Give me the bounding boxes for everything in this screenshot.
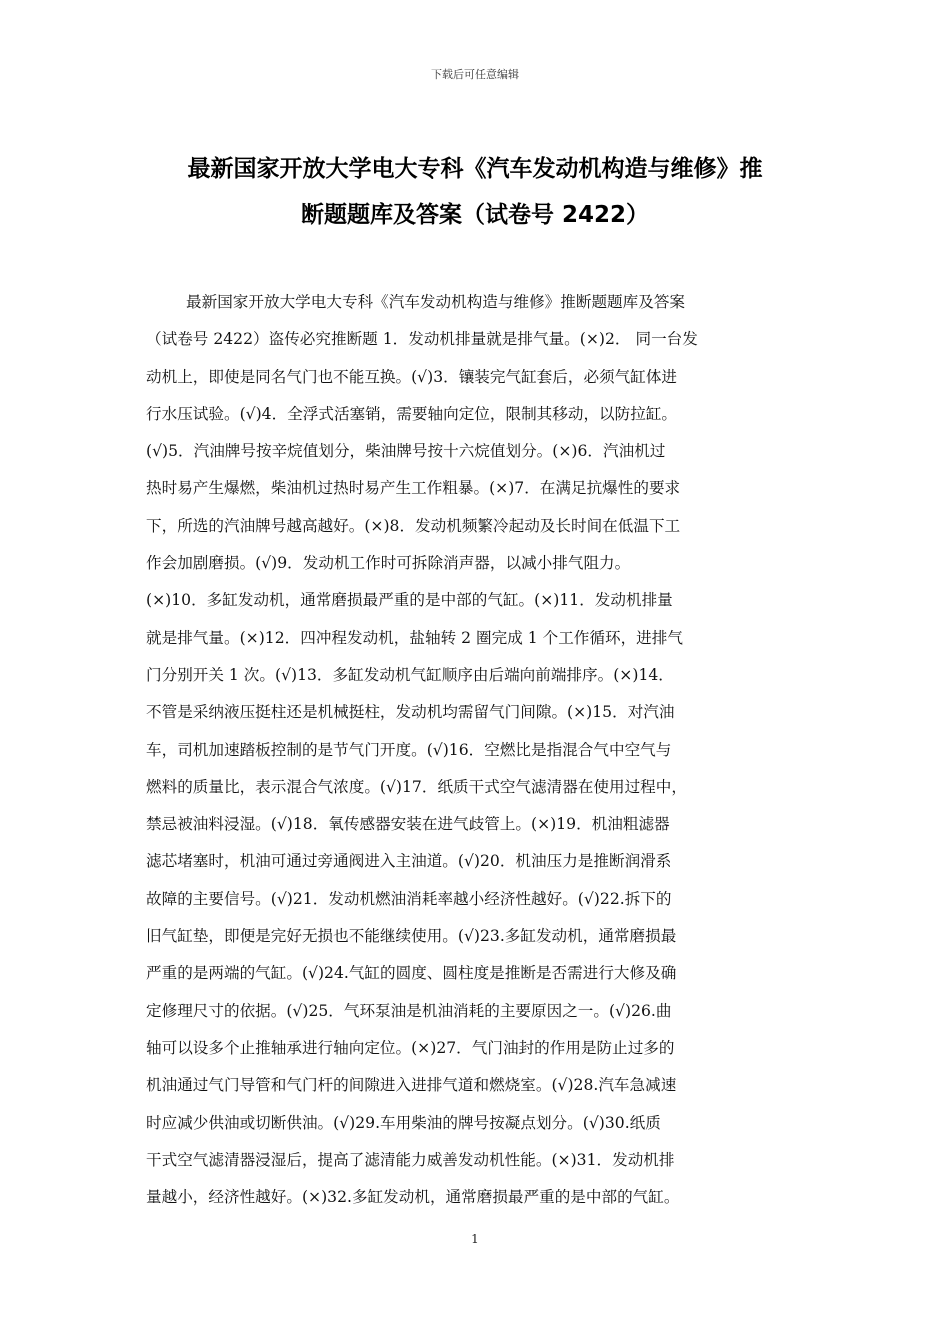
body-line: 行水压试验。(√)4．全浮式活塞销，需要轴向定位，限制其移动，以防拉缸。 <box>146 404 678 423</box>
body-line: (×)10．多缸发动机，通常磨损最严重的是中部的气缸。(×)11．发动机排量 <box>146 591 673 610</box>
body-line: 下，所选的汽油牌号越高越好。(×)8．发动机频繁冷起动及长时间在低温下工 <box>146 516 681 535</box>
body-line: 作会加剧磨损。(√)9．发动机工作时可拆除消声器，以减小排气阻力。 <box>146 554 631 573</box>
body-line: 禁忌被油料浸湿。(√)18．氧传感器安装在进气歧管上。(×)19．机油粗滤器 <box>146 815 670 834</box>
body-line: 机油通过气门导管和气门杆的间隙进入进排气道和燃烧室。(√)28.汽车急减速 <box>146 1076 677 1095</box>
body-line: 车，司机加速踏板控制的是节气门开度。(√)16．空燃比是指混合气中空气与 <box>146 740 672 759</box>
body-line: 燃料的质量比，表示混合气浓度。(√)17．纸质干式空气滤清器在使用过程中， <box>146 777 687 796</box>
header-note: 下载后可任意编辑 <box>431 68 519 81</box>
body-line: 不管是采纳液压挺柱还是机械挺柱，发动机均需留气门间隙。(×)15．对汽油 <box>146 703 675 722</box>
body-line: 热时易产生爆燃，柴油机过热时易产生工作粗暴。(×)7．在满足抗爆性的要求 <box>146 479 681 498</box>
body-line: 严重的是两端的气缸。(√)24.气缸的圆度、圆柱度是推断是否需进行大修及确 <box>146 964 677 983</box>
body-line: 故障的主要信号。(√)21．发动机燃油消耗率越小经济性越好。(√)22.拆下的 <box>146 889 672 908</box>
body-line: 定修理尺寸的依据。(√)25．气环泵油是机油消耗的主要原因之一。(√)26.曲 <box>146 1001 672 1020</box>
body-line: 干式空气滤清器浸湿后，提高了滤清能力威善发动机性能。(×)31．发动机排 <box>146 1150 675 1169</box>
body-line: 最新国家开放大学电大专科《汽车发动机构造与维修》推断题题库及答案 <box>186 293 686 311</box>
page-number: 1 <box>471 1232 479 1246</box>
body-line: 时应减少供油或切断供油。(√)29.车用柴油的牌号按凝点划分。(√)30.纸质 <box>146 1113 661 1132</box>
body-line: 门分别开关 1 次。(√)13．多缸发动机气缸顺序由后端向前端排序。(×)14． <box>146 665 674 684</box>
document-title <box>145 146 805 238</box>
body-line: 滤芯堵塞时，机油可通过旁通阀进入主油道。(√)20．机油压力是推断润滑系 <box>146 852 672 871</box>
body-line: 就是排气量。(×)12．四冲程发动机，盐轴转 2 圈完成 1 个工作循环，进排气 <box>146 628 683 647</box>
body-line: （试卷号 2422）盗传必究推断题 1．发动机排量就是排气量。(×)2． 同一台发 <box>146 330 698 349</box>
body-line: 动机上，即使是同名气门也不能互换。(√)3．镶装完气缸套后，必须气缸体进 <box>146 367 678 386</box>
title-line: 断题题库及答案（试卷号 2422） <box>300 202 650 228</box>
body-line: 轴可以设多个止推轴承进行轴向定位。(×)27．气门油封的作用是防止过多的 <box>146 1038 675 1057</box>
title-line: 最新国家开放大学电大专科《汽车发动机构造与维修》推 <box>187 156 763 182</box>
body-line: (√)5．汽油牌号按辛烷值划分，柴油牌号按十六烷值划分。(×)6．汽油机过 <box>146 442 666 461</box>
body-line: 量越小，经济性越好。(×)32.多缸发动机，通常磨损最严重的是中部的气缸。 <box>146 1188 680 1207</box>
body-paragraph <box>146 284 810 1216</box>
body-line: 旧气缸垫，即便是完好无损也不能继续使用。(√)23.多缸发动机，通常磨损最 <box>146 927 677 946</box>
